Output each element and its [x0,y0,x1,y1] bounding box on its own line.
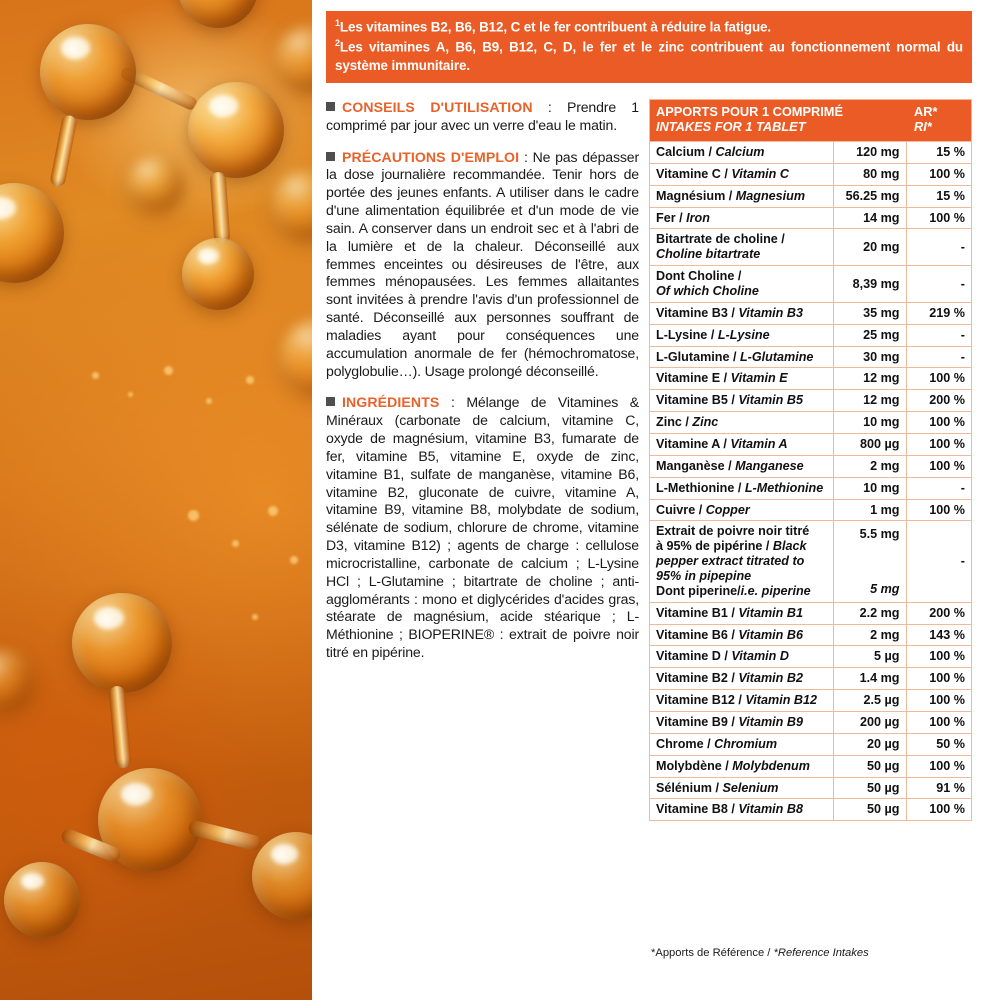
footnote-fr: *Apports de Référence / [651,947,774,959]
health-claims-banner [326,11,972,83]
molecule-bond [187,819,262,851]
bullet-square-icon [326,397,335,406]
bullet-square-icon [326,152,335,161]
section-precautions-emploi [326,149,639,381]
bokeh-speck [164,366,173,375]
nutrient-row [650,602,971,624]
molecule-sphere [182,238,254,310]
nutrient-name [650,324,833,346]
nutrient-name-en: Iron [686,210,710,225]
molecule-sphere-blurred [272,170,312,240]
nutrient-reference-intake: - [906,266,971,303]
nutrient-amount: 5 µg [833,646,906,668]
nutrient-reference-intake: 100 % [906,799,971,820]
nutrient-name [650,646,833,668]
section-conseils-heading: CONSEILS D'UTILISATION [342,99,533,115]
nutrient-amount: 50 µg [833,799,906,820]
molecule-sphere [40,24,136,120]
pepper-sub-en: i.e. piperine [740,583,811,598]
nutrient-amount: 30 mg [833,346,906,368]
nutrition-table-head [650,100,971,141]
nutrient-name-fr: Vitamine E / [656,371,731,386]
molecule-sphere [188,82,284,178]
instructions-column [326,99,639,676]
nutrient-name-fr: Vitamine B2 / [656,671,739,686]
nutrient-name-fr: Vitamine C / [656,166,732,181]
nutrient-name [650,302,833,324]
nutrient-amount: 10 mg [833,412,906,434]
nutrient-name-en: Selenium [722,780,779,795]
nutrient-name-en: Magnesium [735,188,806,203]
nutrient-name-fr: Vitamine B9 / [656,715,739,729]
nutrient-name-en: Vitamin D [731,649,789,664]
pepper-value-bottom: 5 mg [870,581,900,596]
nutrient-row [650,668,971,690]
nutrient-name-fr: Dont Choline / [656,269,742,284]
nutrient-reference-intake: 50 % [906,733,971,755]
nutrient-row [650,499,971,521]
nutrient-reference-intake: 100 % [906,499,971,521]
nutrient-name-fr: Vitamine B12 / [656,693,746,708]
nutrient-name-en: L-Glutamine [739,349,814,364]
nutrient-reference-intake: - [906,229,971,266]
nutrient-row [650,712,971,734]
nutrient-name [650,690,833,712]
nutrient-reference-intake: 100 % [906,455,971,477]
nutrient-amount: 10 mg [833,477,906,499]
nutrient-name-en: Copper [705,502,750,517]
nutrient-name-en: Vitamin C [731,166,789,181]
nutrient-amount: 2 mg [833,624,906,646]
nutrient-name-en: Molybdenum [732,758,810,773]
nutrient-amount: 14 mg [833,207,906,229]
nutrient-name-en: Vitamin B5 [738,393,803,408]
claim-1-text: Les vitamines B2, B6, B12, C et le fer contribuent à réduire la fatigue. [339,19,772,35]
nutrient-name-en: Vitamin B12 [745,693,817,708]
section-conseils-body [326,99,639,135]
nutrition-table-element [650,100,971,820]
nutrient-row [650,141,971,163]
molecule-sphere [252,832,312,920]
nutrient-name-black-pepper [650,521,833,602]
nutrient-amount: 1.4 mg [833,668,906,690]
molecule-sphere-blurred [280,318,312,396]
nutrient-reference-intake: 100 % [906,712,971,734]
nutrient-amount: 56.25 mg [833,185,906,207]
nutrient-name-en: Vitamin B3 [738,305,803,320]
bokeh-speck [128,392,133,397]
nutrient-name [650,433,833,455]
molecule-sphere-blurred [0,650,34,712]
nutrient-name [650,390,833,412]
nutrient-reference-intake: 100 % [906,412,971,434]
nutrient-name [650,755,833,777]
nutrition-facts-table [649,99,972,821]
nutrient-amount-black-pepper [833,521,906,602]
nutrient-amount: 80 mg [833,163,906,185]
nutrient-amount: 12 mg [833,390,906,412]
nutrient-name-fr: L-Lysine / [656,327,718,342]
section-precautions-heading: PRÉCAUTIONS D'EMPLOI [342,148,520,165]
section-ingredients-separator: : [439,394,467,411]
claim-line-2 [335,37,963,75]
section-ingredients-body [326,394,639,661]
nutrient-row [650,266,971,303]
nutrient-name-fr: L-Glutamine / [656,349,740,364]
section-precautions-body [326,149,639,381]
nutrient-amount: 200 µg [833,712,906,734]
nutrient-name-fr: Magnésium / [656,188,736,203]
nutrient-name-en: Manganese [735,458,804,473]
nutrition-table-header-row [650,100,971,141]
molecule-bond [108,685,131,768]
nutrient-reference-intake: 15 % [906,185,971,207]
nutrient-name [650,799,833,820]
nutrient-row [650,302,971,324]
nutrient-name [650,455,833,477]
nutrient-amount: 50 µg [833,777,906,799]
nutrient-name-fr: Bitartrate de choline / [656,232,785,247]
nutrient-row [650,646,971,668]
nutrient-reference-intake: 15 % [906,141,971,163]
nutrient-name-en: Zinc [692,415,719,430]
bokeh-speck [252,614,258,620]
nutrient-reference-intake: - [906,477,971,499]
nutrient-reference-intake: 100 % [906,368,971,390]
nutrient-name-fr: Manganèse / [656,458,736,473]
nutrient-name [650,733,833,755]
nutrient-name-fr: Cuivre / [656,502,706,517]
nutrient-reference-intake: 143 % [906,624,971,646]
nutrient-amount: 20 mg [833,229,906,266]
nutrient-name [650,229,833,266]
nutrient-reference-intake: 100 % [906,646,971,668]
nutrient-amount: 50 µg [833,755,906,777]
molecule-sphere [4,862,80,938]
molecule-bond [49,114,77,188]
nutrient-row-black-pepper [650,521,971,602]
nutrient-name-en: Vitamin B1 [738,605,803,620]
nutrient-name-fr: Vitamine D / [656,649,732,664]
nutrient-reference-intake: 100 % [906,668,971,690]
nutrient-amount: 8,39 mg [833,266,906,303]
header-ar-en: RI* [914,118,932,134]
pepper-sub-fr: Dont piperine/i.e. piperine [656,583,811,598]
nutrient-row [650,346,971,368]
nutrient-reference-intake: 100 % [906,163,971,185]
nutrient-name-en: Vitamin B9 [738,715,803,729]
pepper-value-spacer [840,542,900,582]
nutrient-name-fr: Vitamine B8 / [656,802,739,817]
nutrient-name [650,668,833,690]
nutrient-row [650,229,971,266]
header-intakes-fr: APPORTS POUR 1 COMPRIMÉ [656,104,843,119]
nutrient-name [650,499,833,521]
nutrient-name-en: Chromium [714,736,778,751]
nutrient-name-fr: Vitamine B6 / [656,627,739,642]
nutrient-name [650,346,833,368]
nutrient-name [650,141,833,163]
bokeh-speck [246,376,254,384]
nutrient-name-fr: Sélénium / [656,780,723,795]
nutrient-reference-intake: - [906,346,971,368]
nutrient-reference-intake: 100 % [906,433,971,455]
nutrient-name-fr: Calcium / [656,144,716,159]
nutrient-amount: 12 mg [833,368,906,390]
section-conseils-text: Prendre 1 comprimé par jour avec un verre d'eau le matin. [326,99,639,133]
nutrient-row [650,412,971,434]
nutrient-name-fr: Molybdène / [656,758,733,773]
molecule-bond [210,172,231,245]
molecule-sphere [0,183,64,283]
nutrient-row [650,368,971,390]
nutrient-name [650,477,833,499]
claim-line-1 [335,17,963,37]
nutrient-row [650,390,971,412]
molecule-photo-panel [0,0,312,1000]
section-ingredients-heading: INGRÉDIENTS [342,394,440,411]
pepper-en-line2: pepper extract titrated to [656,554,805,569]
bokeh-speck [206,398,212,404]
nutrition-table-body [650,141,971,820]
label-content [312,0,985,1000]
nutrient-reference-intake: 219 % [906,302,971,324]
header-ar-fr: AR* [914,104,938,119]
molecule-sphere [72,593,172,693]
nutrient-amount: 1 mg [833,499,906,521]
nutrient-reference-intake: 100 % [906,690,971,712]
nutrient-reference-intake: - [906,324,971,346]
nutrient-name-en: L-Methionine [744,480,824,495]
nutrient-amount: 20 µg [833,733,906,755]
pepper-en-line3: 95% in pipepine [656,568,752,583]
nutrient-name-fr: Vitamine B1 / [656,605,739,620]
section-precautions-separator: : [519,148,533,165]
nutrient-row [650,777,971,799]
nutrient-name-en: Calcium [715,144,765,159]
header-intakes-en: INTAKES FOR 1 TABLET [656,118,806,134]
nutrient-reference-intake: 200 % [906,390,971,412]
nutrient-name [650,266,833,303]
pepper-value-top: 5.5 mg [859,526,900,541]
nutrient-name [650,185,833,207]
bokeh-speck [290,556,298,564]
nutrient-amount: 120 mg [833,141,906,163]
nutrient-name-en: Vitamin B8 [738,802,803,817]
nutrient-row [650,733,971,755]
nutrient-amount: 25 mg [833,324,906,346]
nutrient-reference-intake: 100 % [906,755,971,777]
nutrient-name-en: Choline bitartrate [656,247,761,262]
nutrient-name-en: Vitamin E [730,371,788,386]
nutrient-amount: 35 mg [833,302,906,324]
nutrient-row [650,799,971,820]
nutrient-name-fr: L-Methionine / [656,480,745,495]
nutrient-name [650,602,833,624]
nutrient-name-fr: Vitamine B3 / [656,305,739,320]
nutrient-row [650,324,971,346]
nutrient-amount: 2.2 mg [833,602,906,624]
footnote-en: *Reference Intakes [773,947,869,959]
header-intakes [650,100,906,141]
bokeh-speck [92,372,99,379]
nutrient-name-fr: Zinc / [656,415,693,430]
nutrient-amount: 800 µg [833,433,906,455]
nutrient-row [650,690,971,712]
section-conseils-utilisation [326,99,639,135]
bokeh-speck [268,506,278,516]
nutrient-name [650,624,833,646]
bokeh-speck [188,510,199,521]
nutrient-name [650,712,833,734]
nutrient-name-fr: Fer / [656,210,687,225]
nutrient-name [650,777,833,799]
section-precautions-text: Ne pas dépasser la dose journalière recommandée. Tenir hors de portée des jeunes enfants. A utiliser dans le cadre d'une alimentation équilibrée et d'un mode de vie sain. A conserver dans un endroit sec et à l'abri de la lumière et de la chaleur. Déconseillé aux femmes enceintes ou désireuses de l'être, aux femmes ménopausées. Les femmes allaitantes sont invitées à prendre l'avis d'un professionnel de santé. Déconseillé aux personnes souffrant de maladies ayant pour conséquences une accumulation anormale de fer (hémochromatose, polyglobulie…). Usage prolongé déconseillé. [326,148,639,379]
nutrient-name [650,412,833,434]
nutrient-amount: 2 mg [833,455,906,477]
section-ingredients [326,394,639,661]
bullet-square-icon [326,102,335,111]
nutrient-row [650,207,971,229]
section-conseils-separator: : [532,99,567,115]
nutrient-name-en: L-Lysine [717,327,770,342]
nutrient-name-en: Vitamin B2 [738,671,803,686]
claim-2-superscript: 2 [335,37,340,48]
nutrient-name-en: Vitamin A [730,436,788,451]
nutrient-name-fr: Vitamine B5 / [656,393,739,408]
section-ingredients-text: Mélange de Vitamines & Minéraux (carbonate de calcium, vitamine C, oxyde de magnésium, vitamine B3, fumarate de fer, vitamine B5, vitamine E, oxyde de zinc, vitamine B1, sulfate de manganèse, vitamine B6, vitamine B2, gluconate de cuivre, vitamine A, vitamine B9, vitamine B8, molybdate de sodium, sélénate de sodium, chlorure de chrome, vitamine D3, vitamine B12) ; agents de charge : cellulose microcristalline, carbonate de calcium ; L-Lysine HCl ; L-Glutamine ; bitartrate de choline ; anti-agglomérants : mono et diglycérides d'acides gras, stéarate de magnésium, acide stéarique ; L-Méthionine ; BIOPERINE® : extrait de poivre noir titré en pipérine. [326,394,639,661]
nutrient-name-fr: Chrome / [656,736,715,751]
nutrient-reference-intake-black-pepper: - [906,521,971,602]
nutrient-row [650,163,971,185]
nutrient-reference-intake: 100 % [906,207,971,229]
nutrient-row [650,477,971,499]
nutrient-row [650,455,971,477]
nutrient-row [650,755,971,777]
pepper-en-line1: Black [772,539,807,554]
nutrient-reference-intake: 200 % [906,602,971,624]
pepper-fr-line1: Extrait de poivre noir titré [656,524,810,539]
nutrient-name-fr: Vitamine A / [656,436,731,451]
nutrient-name [650,163,833,185]
nutrient-name-en: Of which Choline [656,283,759,298]
molecule-sphere-blurred [276,26,312,92]
nutrient-name [650,368,833,390]
nutrient-name [650,207,833,229]
claim-2-text: Les vitamines A, B6, B9, B12, C, D, le fer et le zinc contribuent au fonctionnement normal du système immunitaire. [335,39,963,73]
nutrient-row [650,433,971,455]
molecule-sphere-blurred [128,156,184,212]
pepper-fr-line2: à 95% de pipérine / Black [656,539,807,554]
bokeh-speck [232,540,239,547]
table-footnote [651,947,981,959]
nutrient-row [650,185,971,207]
nutrient-amount: 2.5 µg [833,690,906,712]
header-reference-intake [906,100,971,141]
nutrient-row [650,624,971,646]
molecule-sphere [178,0,258,28]
claim-1-superscript: 1 [335,18,340,28]
nutrient-reference-intake: 91 % [906,777,971,799]
nutrient-name-en: Vitamin B6 [738,627,803,642]
